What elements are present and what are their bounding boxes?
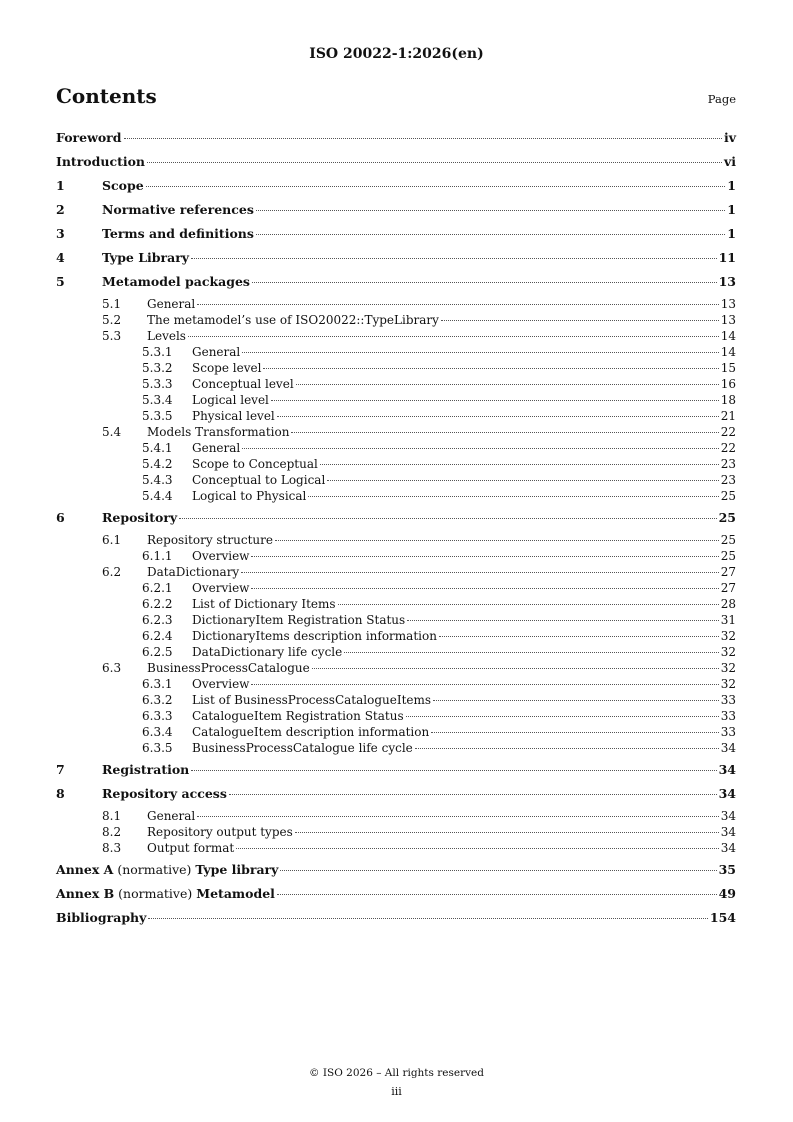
dot-leader <box>242 352 718 353</box>
toc-entry-number: 6.3.5 <box>142 741 173 755</box>
toc-entry-number: 6.2.5 <box>142 645 173 659</box>
toc-entry-number: 4 <box>56 250 65 265</box>
toc-entry-number: 5.3.4 <box>142 393 173 407</box>
toc-entry[interactable] <box>56 676 736 692</box>
toc-entry-title: Conceptual level <box>192 377 294 391</box>
dot-leader <box>406 716 719 717</box>
dot-leader <box>124 138 722 139</box>
dot-leader <box>191 770 716 771</box>
toc-entry[interactable] <box>56 456 736 472</box>
dot-leader <box>241 572 719 573</box>
toc-entry-page: 13 <box>718 274 736 289</box>
toc-entry[interactable] <box>56 660 736 676</box>
toc-entry-title: Output format <box>147 841 235 855</box>
dot-leader <box>327 480 718 481</box>
toc-entry-number: 6.3.3 <box>142 709 173 723</box>
toc-entry-page: 18 <box>720 393 736 407</box>
toc-entry-number: 7 <box>56 762 65 777</box>
toc-entry[interactable] <box>56 860 736 884</box>
toc-entry[interactable] <box>56 840 736 856</box>
toc-entry-title <box>56 884 275 904</box>
toc-entry[interactable] <box>56 224 736 248</box>
toc-entry-title: BusinessProcessCatalogue life cycle <box>192 741 413 755</box>
toc-entry-page: 13 <box>720 313 736 327</box>
toc-entry-number: 8.3 <box>102 841 122 855</box>
toc-entry-title: Scope <box>102 178 144 193</box>
toc-entry-page: 27 <box>720 581 736 595</box>
toc-entry-number: 5.4.2 <box>142 457 173 471</box>
toc-entry[interactable] <box>56 740 736 756</box>
toc-entry[interactable] <box>56 596 736 612</box>
toc-entry[interactable] <box>56 612 736 628</box>
toc-entry-number: 6.2.3 <box>142 613 173 627</box>
toc-entry-number: 5.1 <box>102 297 122 311</box>
dot-leader <box>251 684 718 685</box>
toc-entry[interactable] <box>56 176 736 200</box>
toc-entry-number: 6.3.1 <box>142 677 173 691</box>
toc-entry-number: 5.4 <box>102 425 122 439</box>
toc-entry-page: 28 <box>720 597 736 611</box>
toc-entry[interactable] <box>56 548 736 564</box>
dot-leader <box>439 636 719 637</box>
copyright-footer: © ISO 2026 – All rights reserved <box>309 1067 484 1079</box>
toc-entry-page: 35 <box>718 862 736 877</box>
toc-entry-title: Physical level <box>192 409 275 423</box>
toc-entry-page: 34 <box>720 841 736 855</box>
dot-leader <box>441 320 719 321</box>
dot-leader <box>188 336 719 337</box>
toc-entry-page: 49 <box>718 886 736 901</box>
dot-leader <box>191 258 717 259</box>
toc-entry[interactable] <box>56 376 736 392</box>
toc-entry-number: 6.2 <box>102 565 122 579</box>
toc-entry-number: 3 <box>56 226 65 241</box>
toc-entry-number: 6.2.2 <box>142 597 173 611</box>
toc-entry[interactable] <box>56 200 736 224</box>
annex-status: (normative) <box>113 862 196 877</box>
toc-entry-number: 5.2 <box>102 313 122 327</box>
toc-entry-page: 22 <box>720 425 736 439</box>
toc-entry-page: 1 <box>727 178 736 193</box>
dot-leader <box>252 282 717 283</box>
toc-entry-page: 34 <box>720 825 736 839</box>
toc-entry[interactable] <box>56 392 736 408</box>
toc-entry-page: 21 <box>720 409 736 423</box>
toc-entry-page: 22 <box>720 441 736 455</box>
toc-entry-number: 5 <box>56 274 65 289</box>
toc-entry[interactable] <box>56 628 736 644</box>
toc-entry-page: 33 <box>720 693 736 707</box>
toc-entry-page: 34 <box>720 809 736 823</box>
toc-entry-title: Foreword <box>56 130 122 145</box>
document-id: ISO 20022-1:2026(en) <box>309 46 484 62</box>
toc-entry-title: Overview <box>192 677 250 691</box>
toc-entry-number: 8.1 <box>102 809 122 823</box>
toc-entry-page: 1 <box>727 226 736 241</box>
toc-entry-title: CatalogueItem description information <box>192 725 430 739</box>
page-title: Contents <box>56 84 157 108</box>
toc-entry-number: 1 <box>56 178 65 193</box>
toc-entry-page: 32 <box>720 677 736 691</box>
toc-entry-page: 32 <box>720 661 736 675</box>
toc-entry-number: 8 <box>56 786 65 801</box>
toc-entry-title: General <box>147 809 196 823</box>
toc-entry[interactable] <box>56 784 736 808</box>
toc-entry-page: 34 <box>718 762 736 777</box>
toc-entry-title: DictionaryItems description information <box>192 629 437 643</box>
toc-entry-page: 34 <box>718 786 736 801</box>
toc-entry[interactable] <box>56 908 736 932</box>
toc-entry-title: Terms and definitions <box>102 226 254 241</box>
dot-leader <box>179 518 716 519</box>
toc-entry-number: 5.4.1 <box>142 441 173 455</box>
dot-leader <box>344 652 718 653</box>
dot-leader <box>256 210 725 211</box>
toc-entry-title: DataDictionary life cycle <box>192 645 343 659</box>
annex-title: Metamodel <box>196 886 275 901</box>
toc-entry-page: 34 <box>720 741 736 755</box>
toc-entry[interactable] <box>56 708 736 724</box>
toc-entry[interactable] <box>56 272 736 296</box>
dot-leader <box>295 832 719 833</box>
toc-entry-title: Repository structure <box>147 533 273 547</box>
dot-leader <box>263 368 718 369</box>
toc-entry-title <box>56 860 278 880</box>
toc-entry-title: List of BusinessProcessCatalogueItems <box>192 693 432 707</box>
toc-entry-title: Repository output types <box>147 825 293 839</box>
toc-entry-title: Introduction <box>56 154 146 169</box>
dot-leader <box>147 162 722 163</box>
toc-entry-title: List of Dictionary Items <box>192 597 336 611</box>
toc-entry-number: 6 <box>56 510 65 525</box>
toc-entry-page: 11 <box>718 250 736 265</box>
dot-leader <box>431 732 719 733</box>
toc-entry-page: 33 <box>720 709 736 723</box>
toc-entry-number: 6.2.1 <box>142 581 173 595</box>
toc-entry[interactable] <box>56 472 736 488</box>
toc-entry-title: The metamodel’s use of ISO20022::TypeLibrary <box>147 313 439 327</box>
toc-entry[interactable] <box>56 152 736 176</box>
page-number: iii <box>391 1085 402 1098</box>
toc-entry[interactable] <box>56 296 736 312</box>
toc-entry-title: Bibliography <box>56 910 147 925</box>
toc-entry-page: 1 <box>727 202 736 217</box>
toc-entry-title: Scope level <box>192 361 262 375</box>
toc-entry[interactable] <box>56 360 736 376</box>
annex-status: (normative) <box>114 886 197 901</box>
toc-entry-number: 5.3.5 <box>142 409 173 423</box>
dot-leader <box>277 416 719 417</box>
toc-entry-number: 2 <box>56 202 65 217</box>
dot-leader <box>251 588 718 589</box>
toc-entry-page: 14 <box>720 345 736 359</box>
toc-entry[interactable] <box>56 328 736 344</box>
page-column-label: Page <box>707 92 736 106</box>
toc-entry[interactable] <box>56 808 736 824</box>
toc-entry[interactable] <box>56 824 736 840</box>
toc-entry[interactable] <box>56 440 736 456</box>
toc-entry-number: 5.3 <box>102 329 122 343</box>
toc-entry-title: Repository access <box>102 786 227 801</box>
toc-entry[interactable] <box>56 724 736 740</box>
dot-leader <box>296 384 719 385</box>
toc-entry-page: 23 <box>720 457 736 471</box>
dot-leader <box>320 464 719 465</box>
toc-entry-title: Overview <box>192 581 250 595</box>
dot-leader <box>275 540 719 541</box>
toc-entry[interactable] <box>56 564 736 580</box>
toc-entry[interactable] <box>56 760 736 784</box>
dot-leader <box>146 186 726 187</box>
dot-leader <box>256 234 725 235</box>
toc-entry-page: 33 <box>720 725 736 739</box>
toc-entry-title: Logical level <box>192 393 269 407</box>
toc-entry[interactable] <box>56 580 736 596</box>
toc-entry-page: 32 <box>720 629 736 643</box>
toc-entry-title: Conceptual to Logical <box>192 473 326 487</box>
toc-entry-title: Models Transformation <box>147 425 290 439</box>
dot-leader <box>433 700 719 701</box>
toc-entry-title: General <box>147 297 196 311</box>
toc-entry-title: General <box>192 441 241 455</box>
dot-leader <box>280 870 716 871</box>
toc-entry-page: 154 <box>709 910 736 925</box>
dot-leader <box>277 894 717 895</box>
dot-leader <box>251 556 718 557</box>
toc-entry-page: 25 <box>718 510 736 525</box>
toc-entry[interactable] <box>56 692 736 708</box>
dot-leader <box>197 304 718 305</box>
toc-entry-title: DataDictionary <box>147 565 240 579</box>
toc-entry[interactable] <box>56 884 736 908</box>
toc-entry-number: 6.3 <box>102 661 122 675</box>
dot-leader <box>271 400 719 401</box>
dot-leader <box>148 918 708 919</box>
toc-entry-page: 25 <box>720 549 736 563</box>
toc-entry-number: 5.3.1 <box>142 345 173 359</box>
toc-entry-title: General <box>192 345 241 359</box>
dot-leader <box>308 496 718 497</box>
toc-entry-title: CatalogueItem Registration Status <box>192 709 404 723</box>
dot-leader <box>312 668 719 669</box>
toc-entry[interactable] <box>56 128 736 152</box>
toc-entry-page: 27 <box>720 565 736 579</box>
toc-entry-page: 31 <box>720 613 736 627</box>
toc-entry-page: 25 <box>720 489 736 503</box>
dot-leader <box>415 748 719 749</box>
toc-entry-number: 8.2 <box>102 825 122 839</box>
toc-entry-page: 15 <box>720 361 736 375</box>
toc-entry[interactable] <box>56 424 736 440</box>
dot-leader <box>242 448 718 449</box>
toc-entry[interactable] <box>56 344 736 360</box>
toc-entry-title: Overview <box>192 549 250 563</box>
toc-entry-page: 13 <box>720 297 736 311</box>
toc-entry[interactable] <box>56 248 736 272</box>
toc-entry-title: Levels <box>147 329 186 343</box>
annex-label: Annex A <box>56 862 114 877</box>
toc-entry-title: Registration <box>102 762 190 777</box>
toc-entry-page: 23 <box>720 473 736 487</box>
toc-entry[interactable] <box>56 644 736 660</box>
toc-entry-title: Normative references <box>102 202 254 217</box>
toc-entry-title: Repository <box>102 510 178 525</box>
toc-entry-number: 5.3.2 <box>142 361 173 375</box>
annex-label: Annex B <box>56 886 115 901</box>
toc-entry-number: 5.4.3 <box>142 473 173 487</box>
toc-entry-page: 32 <box>720 645 736 659</box>
toc-entry[interactable] <box>56 408 736 424</box>
toc-entry-number: 6.1.1 <box>142 549 173 563</box>
dot-leader <box>407 620 719 621</box>
toc-entry-number: 6.3.4 <box>142 725 173 739</box>
dot-leader <box>229 794 717 795</box>
toc-entry-title: Scope to Conceptual <box>192 457 318 471</box>
toc-entry[interactable] <box>56 312 736 328</box>
toc-entry-page: 25 <box>720 533 736 547</box>
table-of-contents <box>56 128 736 932</box>
annex-title: Type library <box>195 862 279 877</box>
toc-entry-number: 6.2.4 <box>142 629 173 643</box>
toc-entry-title: Type Library <box>102 250 190 265</box>
toc-entry-title: Metamodel packages <box>102 274 250 289</box>
toc-entry-number: 5.4.4 <box>142 489 173 503</box>
toc-entry-title: BusinessProcessCatalogue <box>147 661 310 675</box>
toc-entry-page: vi <box>723 154 736 169</box>
toc-entry-number: 6.3.2 <box>142 693 173 707</box>
dot-leader <box>197 816 718 817</box>
toc-entry[interactable] <box>56 532 736 548</box>
dot-leader <box>338 604 719 605</box>
toc-entry-title: DictionaryItem Registration Status <box>192 613 406 627</box>
toc-entry-title: Logical to Physical <box>192 489 307 503</box>
dot-leader <box>291 432 718 433</box>
toc-entry[interactable] <box>56 508 736 532</box>
toc-entry[interactable] <box>56 488 736 504</box>
dot-leader <box>236 848 719 849</box>
toc-entry-number: 6.1 <box>102 533 122 547</box>
toc-entry-number: 5.3.3 <box>142 377 173 391</box>
toc-entry-page: 16 <box>720 377 736 391</box>
toc-entry-page: 14 <box>720 329 736 343</box>
toc-entry-page: iv <box>723 130 736 145</box>
